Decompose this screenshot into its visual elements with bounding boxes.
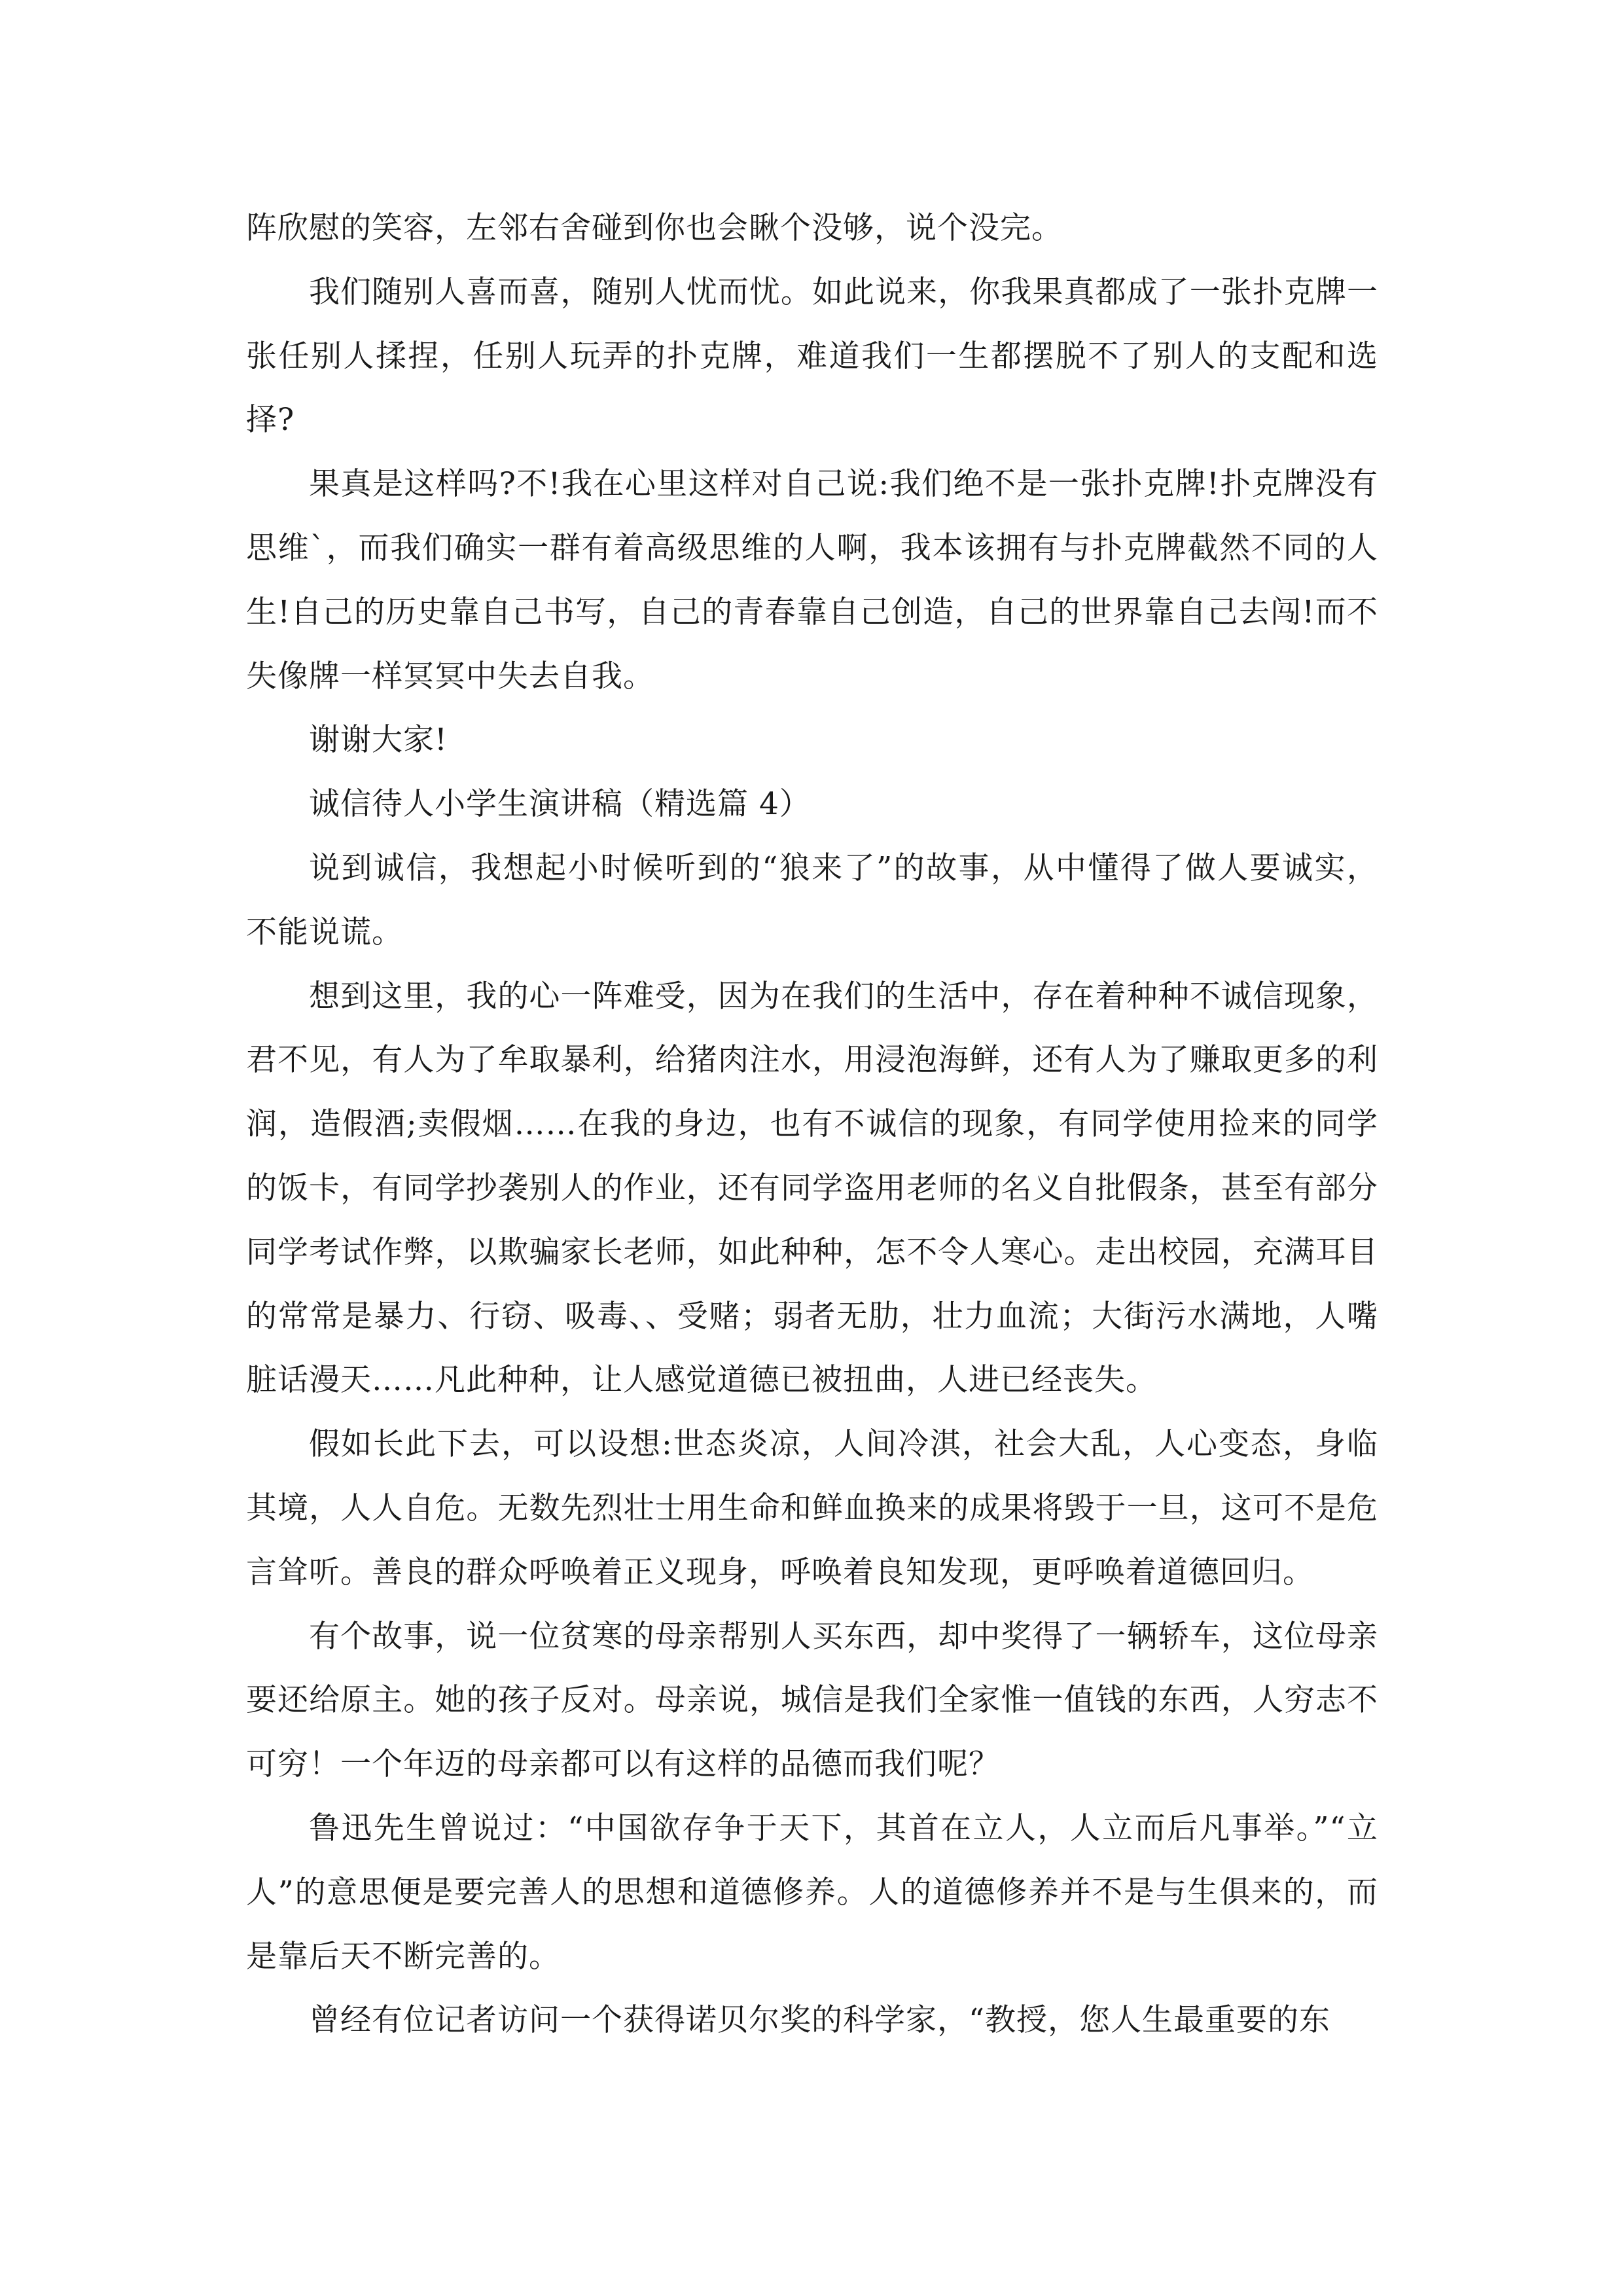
paragraph: 想到这里，我的心一阵难受，因为在我们的生活中，存在着种种不诚信现象，君不见，有人为了牟取暴利，给猪肉注水，用浸泡海鲜，还有人为了赚取更多的利润，造假酒;卖假烟……在我的身边，也有不诚信的现象，有同学使用捡来的同学的饭卡，有同学抄袭别人的作业，还有同学盗用老师的名义自批假条，甚至有部分同学考试作弊，以欺骗家长老师，如此种种，怎不令人寒心。走出校园，充满耳目的常常是暴力、行窃、吸毒、、受赌；弱者无肋，壮力血流；大街污水满地，人嘴脏话漫天……凡此种种，让人感觉道德已被扭曲，人进已经丧失。 [246, 978, 1378, 1399]
paragraph: 阵欣慰的笑容，左邻右舍碰到你也会瞅个没够，说个没完。 [246, 210, 1063, 246]
paragraph: 曾经有位记者访问一个获得诺贝尔奖的科学家，“教授，您人生最重要的东 [309, 2002, 1331, 2039]
paragraph: 鲁迅先生曾说过：“中国欲存争于天下，其首在立人，人立而后凡事举。”“立人”的意思便是要完善人的思想和道德修养。人的道德修养并不是与生俱来的，而是靠后天不断完善的。 [246, 1810, 1378, 1975]
paragraph: 谢谢大家! [309, 722, 448, 759]
paragraph: 假如长此下去，可以设想:世态炎凉，人间冷淇，社会大乱，人心变态，身临其境，人人自危。无数先烈壮士用生命和鲜血换来的成果将毁于一旦，这可不是危言耸听。善良的群众呼唤着正义现身，呼唤着良知发现，更呼唤着道德回归。 [246, 1426, 1378, 1590]
paragraph: 果真是这样吗?不!我在心里这样对自己说:我们绝不是一张扑克牌!扑克牌没有思维`，而我们确实一群有着高级思维的人啊，我本该拥有与扑克牌截然不同的人生!自己的历史靠自己书写，自己的青春靠自己创造，自己的世界靠自己去闯!而不失像牌一样冥冥中失去自我。 [246, 466, 1378, 694]
body-text [246, 196, 1378, 2053]
paragraph: 有个故事，说一位贫寒的母亲帮别人买东西，却中奖得了一辆轿车，这位母亲要还给原主。她的孩子反对。母亲说，城信是我们全家惟一值钱的东西，人穷志不可穷！一个年迈的母亲都可以有这样的品德而我们呢？ [246, 1618, 1378, 1783]
section-heading: 诚信待人小学生演讲稿（精选篇 4） [309, 786, 811, 823]
paragraph: 说到诚信，我想起小时候听到的“狼来了”的故事，从中懂得了做人要诚实，不能说谎。 [246, 850, 1378, 950]
paragraph: 我们随别人喜而喜，随别人忧而忧。如此说来，你我果真都成了一张扑克牌一张任别人揉捏，任别人玩弄的扑克牌，难道我们一生都摆脱不了别人的支配和选择? [246, 274, 1378, 439]
